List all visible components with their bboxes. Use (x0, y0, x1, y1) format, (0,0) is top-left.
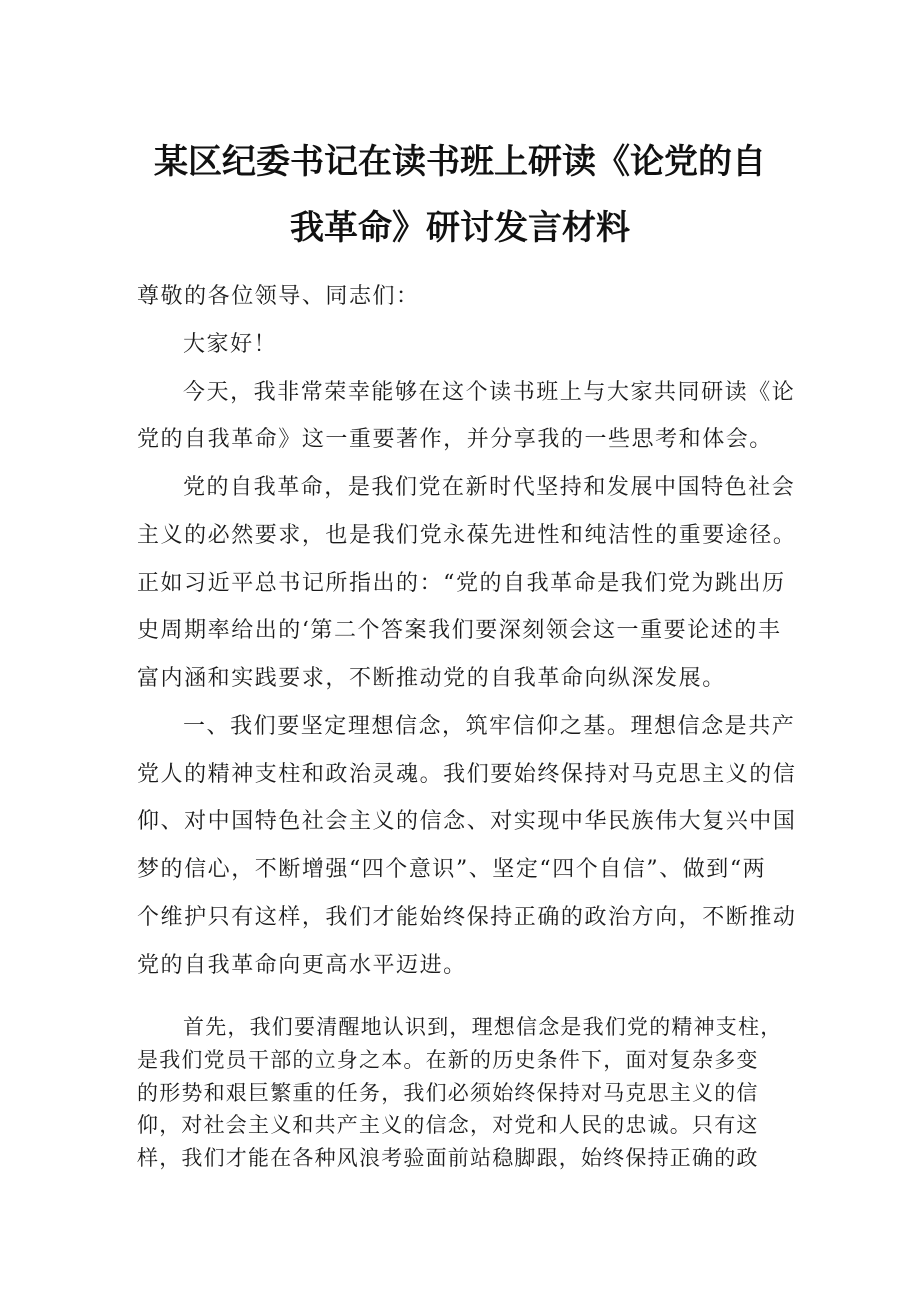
paragraph-line: 党的自我革命向更高水平迈进。 (137, 953, 467, 978)
paragraph-line: 样，我们才能在各种风浪考验面前站稳脚跟，始终保持正确的政 (137, 1146, 759, 1170)
paragraph-line: 仰，对社会主义和共产主义的信念，对党和人民的忠诚。只有这 (137, 1113, 759, 1137)
paragraph-line: 个维护只有这样，我们才能始终保持正确的政治方向，不断推动 (137, 905, 797, 930)
paragraph-line: 主义的必然要求，也是我们党永葆先进性和纯洁性的重要途径。 (137, 523, 797, 548)
paragraph-line: 党人的精神支柱和政治灵魂。我们要始终保持对马克思主义的信 (137, 762, 797, 787)
paragraph-line: 党的自我革命》这一重要著作，并分享我的一些思考和体会。 (137, 427, 773, 452)
paragraph-line: 是我们党员干部的立身之本。在新的历史条件下，面对复杂多变 (137, 1048, 759, 1072)
greeting: 大家好！ (183, 332, 278, 357)
paragraph-line: 正如习近平总书记所指出的：“党的自我革命是我们党为跳出历 (137, 571, 786, 596)
salutation: 尊敬的各位领导、同志们： (137, 284, 420, 309)
paragraph-line: 首先，我们要清醒地认识到，理想信念是我们党的精神支柱， (183, 1015, 783, 1039)
paragraph-line: 一、我们要坚定理想信念，筑牢信仰之基。理想信念是共产 (183, 714, 796, 739)
document-title-line-1: 某区纪委书记在读书班上研读《论党的自 (154, 142, 766, 182)
paragraph-line: 党的自我革命，是我们党在新时代坚持和发展中国特色社会 (183, 475, 796, 500)
paragraph-line: 今天，我非常荣幸能够在这个读书班上与大家共同研读《论 (183, 380, 796, 405)
document-title-line-2: 我革命》研讨发言材料 (290, 208, 630, 248)
paragraph-line: 富内涵和实践要求，不断推动党的自我革命向纵深发展。 (137, 666, 726, 691)
paragraph-line: 仰、对中国特色社会主义的信念、对实现中华民族伟大复兴中国 (137, 809, 797, 834)
paragraph-line: 史周期率给出的‘第二个答案我们要深刻领会这一重要论述的丰 (137, 618, 782, 643)
paragraph-line: 梦的信心，不断增强“四个意识”、坚定“四个自信”、做到“两 (137, 857, 767, 882)
paragraph-line: 的形势和艰巨繁重的任务，我们必须始终保持对马克思主义的信 (137, 1081, 759, 1105)
